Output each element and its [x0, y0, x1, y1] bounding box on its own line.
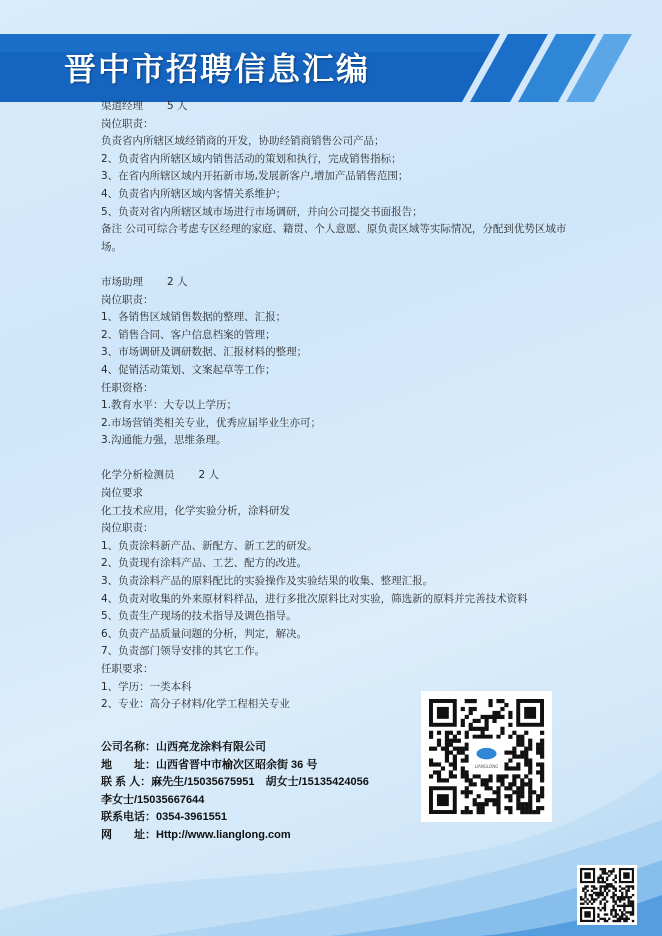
job-line: 3.沟通能力强，思维条理。 [101, 434, 227, 447]
job-line: 3、在省内所辖区域内开拓新市场,发展新客户,增加产品销售范围； [101, 170, 409, 183]
brand-logo-text: LIANGLONG [474, 763, 499, 769]
job-line: 5、负责生产现场的技术指导及调色指导。 [101, 610, 297, 623]
job-line: 7、负责部门领导安排的其它工作。 [101, 645, 266, 658]
job-line: 2、负责现有涂料产品、工艺、配方的改进。 [101, 557, 308, 570]
job-heading [101, 274, 571, 292]
job-note: 备注 公司可综合考虑专区经理的家庭、籍贯、个人意愿、原负责区域等实际情况，分配到优势区域市场。 [101, 223, 567, 253]
company-name: 公司名称：山西亮龙涂料有限公司 [101, 741, 266, 753]
company-website: 网 址：Http://www.lianglong.com [101, 828, 291, 841]
job-heading [101, 98, 571, 116]
company-info [101, 739, 431, 845]
spacer [101, 256, 571, 274]
job-line: 2、负责省内所辖区域内销售活动的策划和执行，完成销售指标； [101, 152, 402, 165]
job-line: 岗位职责： [101, 293, 154, 306]
job-line: 1、负责涂料新产品、新配方、新工艺的研发。 [101, 539, 318, 552]
qr-code-icon [421, 691, 552, 822]
company-address: 地 址：山西省晋中市榆次区昭余街 36 号 [101, 758, 318, 771]
company-contact-2: 李女士/15035667644 [101, 793, 205, 806]
job-line: 岗位职责： [101, 117, 154, 130]
job-line: 3、市场调研及调研数据、汇报材料的整理； [101, 346, 308, 359]
job-line: 4、负责省内所辖区域内客情关系维护； [101, 187, 287, 200]
job-line: 任职资格： [101, 381, 154, 394]
job-line: 2、专业：高分子材料/化学工程相关专业 [101, 698, 290, 711]
job-line: 负责省内所辖区域经销商的开发，协助经销商销售公司产品； [101, 135, 385, 148]
job-line: 4、促销活动策划、文案起草等工作； [101, 363, 276, 376]
job-line: 3、负责涂料产品的原料配比的实验操作及实验结果的收集、整理汇报。 [101, 575, 434, 588]
company-phone: 联系电话：0354-3961551 [101, 811, 227, 824]
job-title: 市场助理 [101, 275, 143, 288]
job-line: 1、学历：一类本科 [101, 680, 192, 693]
job-line: 岗位要求 [101, 487, 143, 500]
page-title: 晋中市招聘信息汇编 [64, 50, 371, 88]
job-line: 化工技术应用，化学实验分析，涂料研发 [101, 504, 290, 517]
job-line: 岗位职责： [101, 522, 154, 535]
qr-code-icon [577, 865, 637, 925]
job-title: 渠道经理 [101, 100, 143, 112]
spacer [101, 450, 571, 468]
job-line: 2.市场营销类相关专业，优秀应届毕业生亦可； [101, 416, 322, 429]
job-line: 6、负责产品质量问题的分析，判定，解决。 [101, 627, 308, 640]
job-line: 4、负责对收集的外来原材料样品，进行多批次原料比对实验，筛选新的原料并完善技术资料 [101, 592, 528, 605]
job-listings [101, 98, 571, 714]
job-line: 5、负责对省内所辖区域市场进行市场调研，并向公司提交书面报告； [101, 205, 423, 218]
job-line: 任职要求： [101, 663, 154, 675]
job-line: 2、销售合同、客户信息档案的管理； [101, 328, 276, 341]
company-contact: 联 系 人：麻先生/15035675951 胡女士/15135424056 [101, 776, 369, 789]
job-line: 1、各销售区域销售数据的整理、汇报； [101, 311, 287, 324]
job-count: 2 人 [198, 469, 220, 482]
job-title: 化学分析检测员 [101, 469, 175, 482]
job-count: 2 人 [167, 275, 188, 288]
job-heading [101, 467, 571, 485]
job-line: 1.教育水平：大专以上学历； [101, 399, 238, 412]
brand-logo-icon [477, 748, 497, 759]
job-count: 5 人 [167, 100, 188, 112]
